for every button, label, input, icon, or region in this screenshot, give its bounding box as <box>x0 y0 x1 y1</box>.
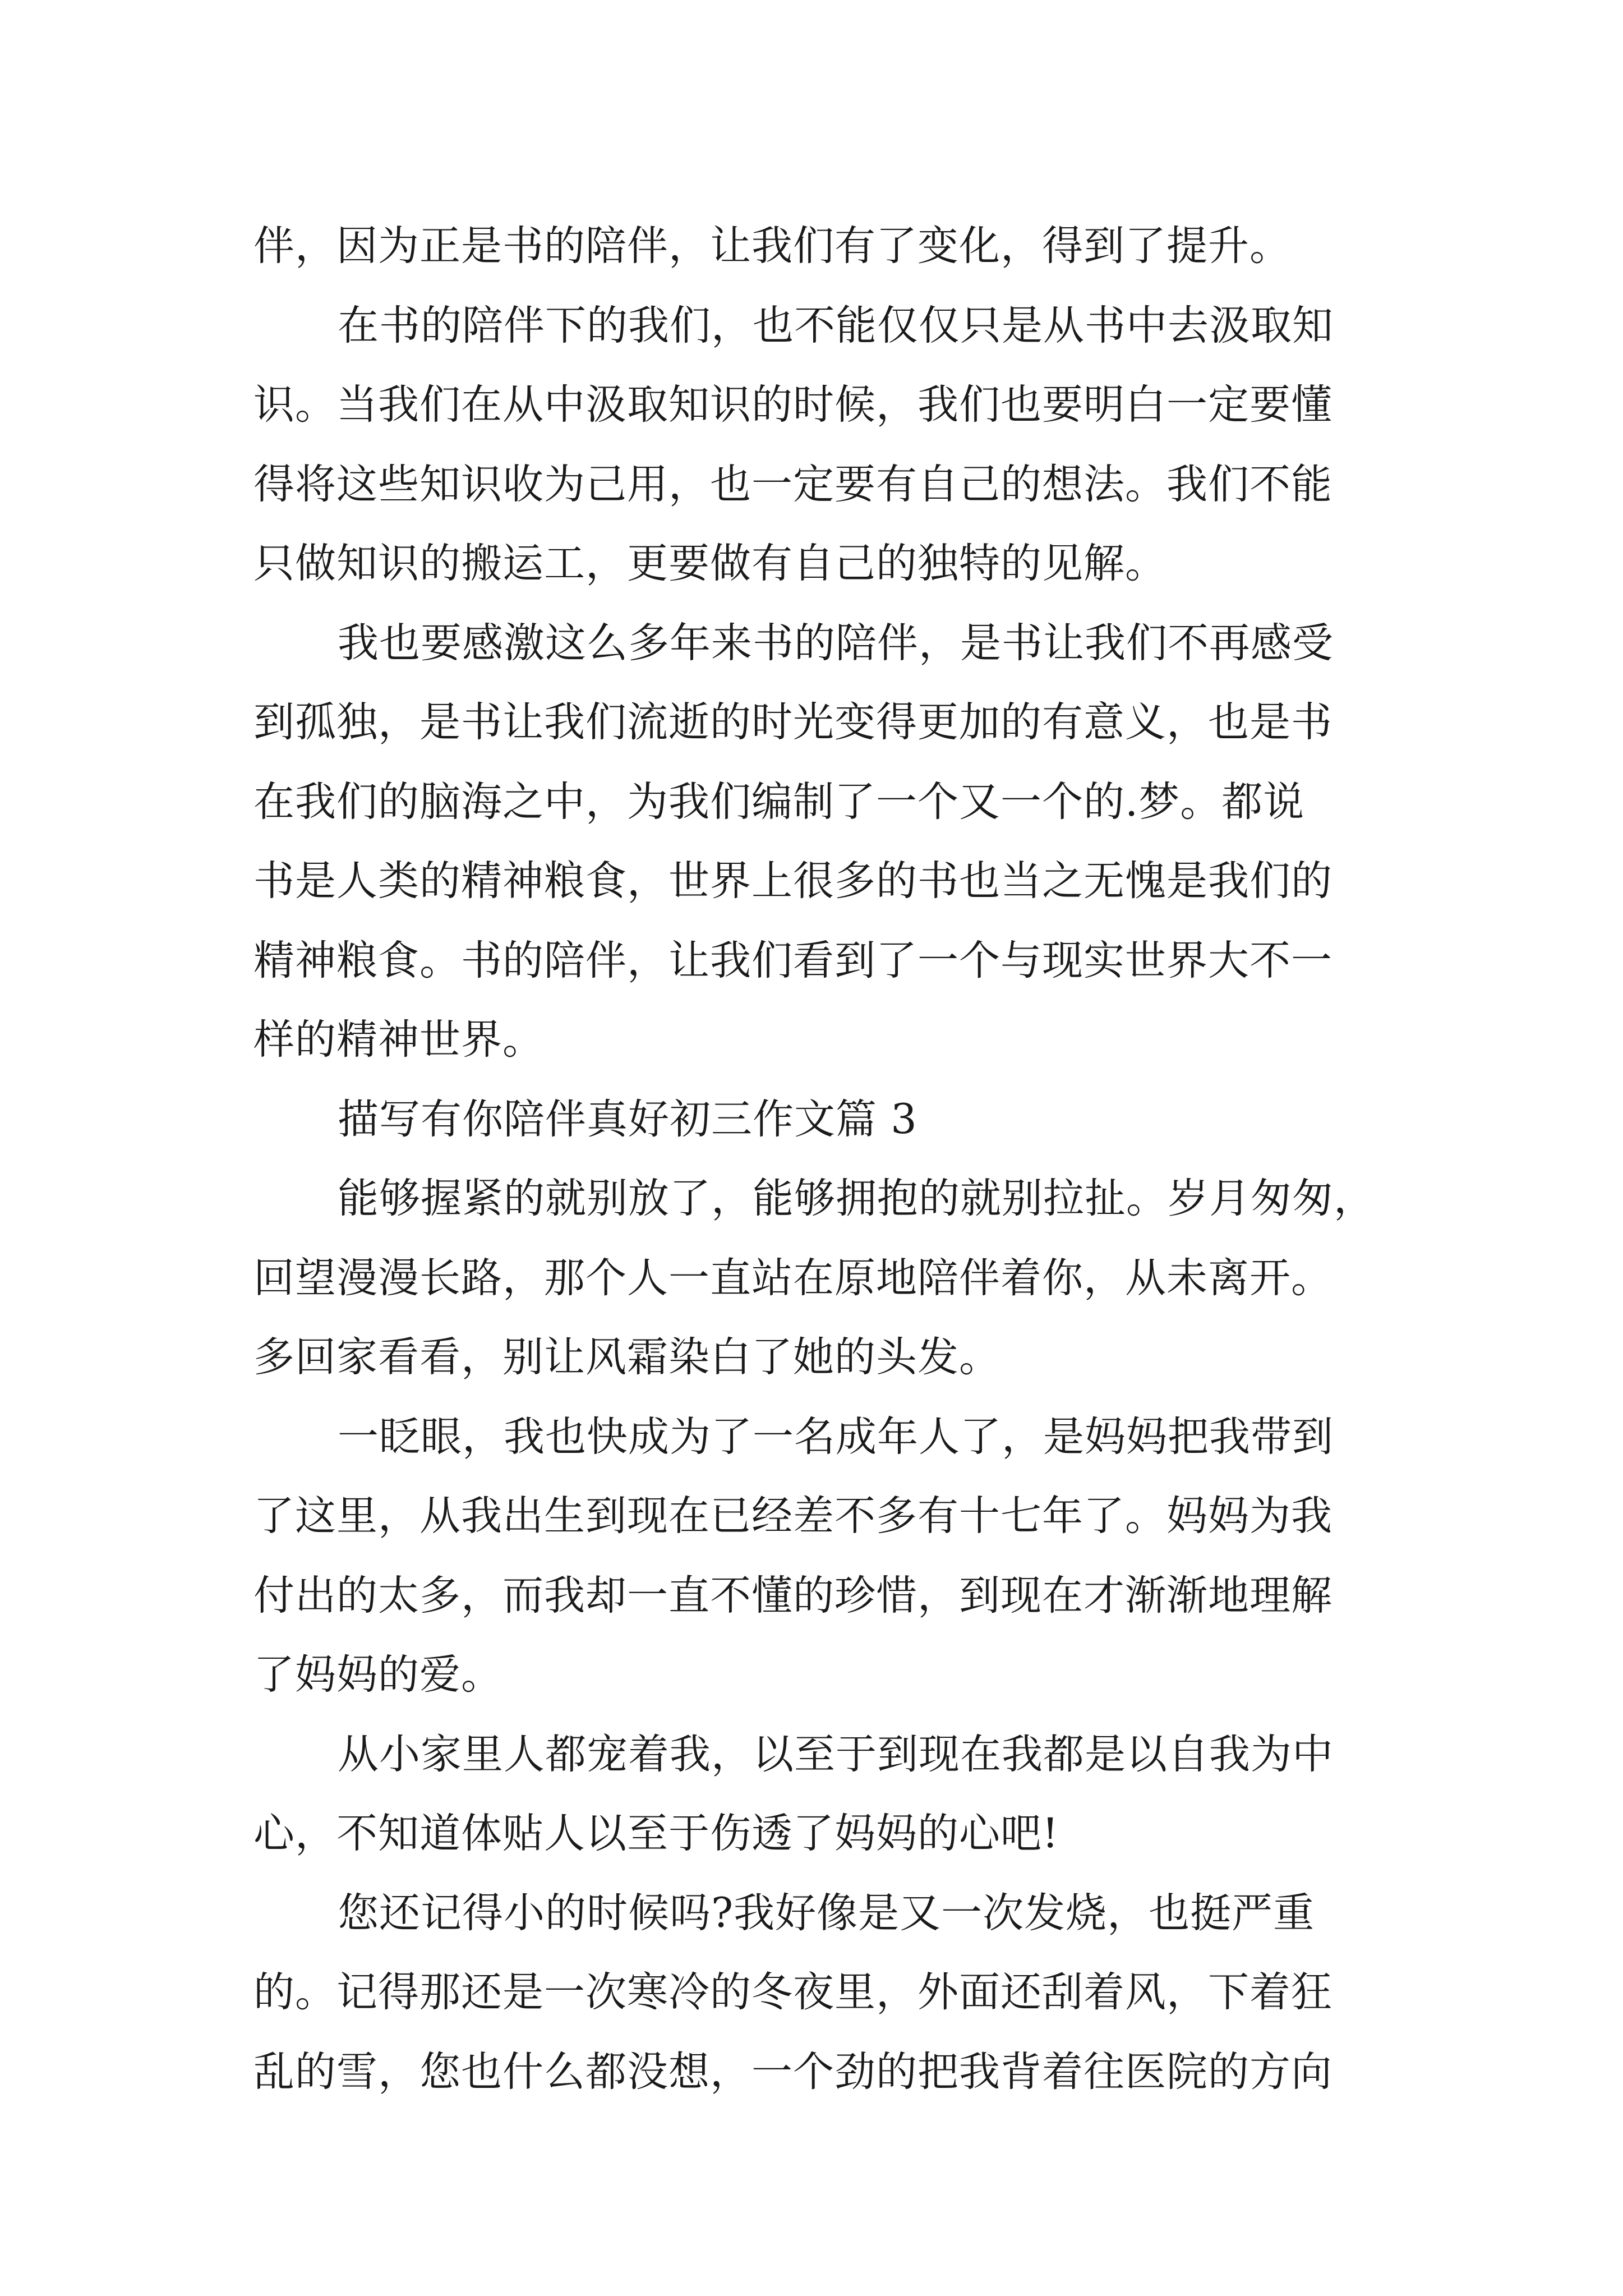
text-line: 样的精神世界。 <box>253 1016 544 1064</box>
essay-body <box>253 206 1398 2111</box>
text-line: 能够握紧的就别放了，能够拥抱的就别拉扯。岁月匆匆， <box>338 1175 1375 1222</box>
text-line: 书是人类的精神粮食，世界上很多的书也当之无愧是我们的 <box>253 857 1332 905</box>
text-line: 只做知识的搬运工，更要做有自己的独特的见解。 <box>253 540 1166 587</box>
text-line: 得将这些知识收为己用，也一定要有自己的想法。我们不能 <box>253 460 1332 508</box>
text-line: 伴，因为正是书的陪伴，让我们有了变化，得到了提升。 <box>253 222 1291 270</box>
section-heading: 描写有你陪伴真好初三作文篇 3 <box>338 1095 917 1143</box>
text-line: 您还记得小的时候吗?我好像是又一次发烧，也挺严重 <box>338 1889 1315 1937</box>
text-line: 到孤独，是书让我们流逝的时光变得更加的有意义，也是书 <box>253 698 1332 746</box>
text-line: 心，不知道体贴人以至于伤透了妈妈的心吧! <box>253 1810 1059 1857</box>
text-line: 识。当我们在从中汲取知识的时候，我们也要明白一定要懂 <box>253 381 1332 429</box>
text-line: 在书的陪伴下的我们，也不能仅仅只是从书中去汲取知 <box>338 301 1334 349</box>
text-line: 了这里，从我出生到现在已经差不多有十七年了。妈妈为我 <box>253 1492 1332 1540</box>
text-line: 的。记得那还是一次寒冷的冬夜里，外面还刮着风，下着狂 <box>253 1968 1332 2016</box>
text-line: 回望漫漫长路，那个人一直站在原地陪伴着你，从未离开。 <box>253 1254 1332 1302</box>
text-line: 一眨眼，我也快成为了一名成年人了，是妈妈把我带到 <box>338 1412 1334 1461</box>
text-line: 多回家看看，别让风霜染白了她的头发。 <box>253 1333 1000 1381</box>
text-line: 从小家里人都宠着我，以至于到现在我都是以自我为中 <box>338 1730 1334 1778</box>
text-line: 乱的雪，您也什么都没想，一个劲的把我背着往医院的方向 <box>253 2047 1332 2096</box>
text-line: 在我们的脑海之中，为我们编制了一个又一个的.梦。都说 <box>253 777 1305 826</box>
text-line: 了妈妈的爱。 <box>253 1651 502 1699</box>
text-line: 精神粮食。书的陪伴，让我们看到了一个与现实世界大不一 <box>253 936 1332 984</box>
text-line: 我也要感激这么多年来书的陪伴，是书让我们不再感受 <box>338 619 1334 667</box>
text-line: 付出的太多，而我却一直不懂的珍惜，到现在才渐渐地理解 <box>253 1571 1332 1619</box>
